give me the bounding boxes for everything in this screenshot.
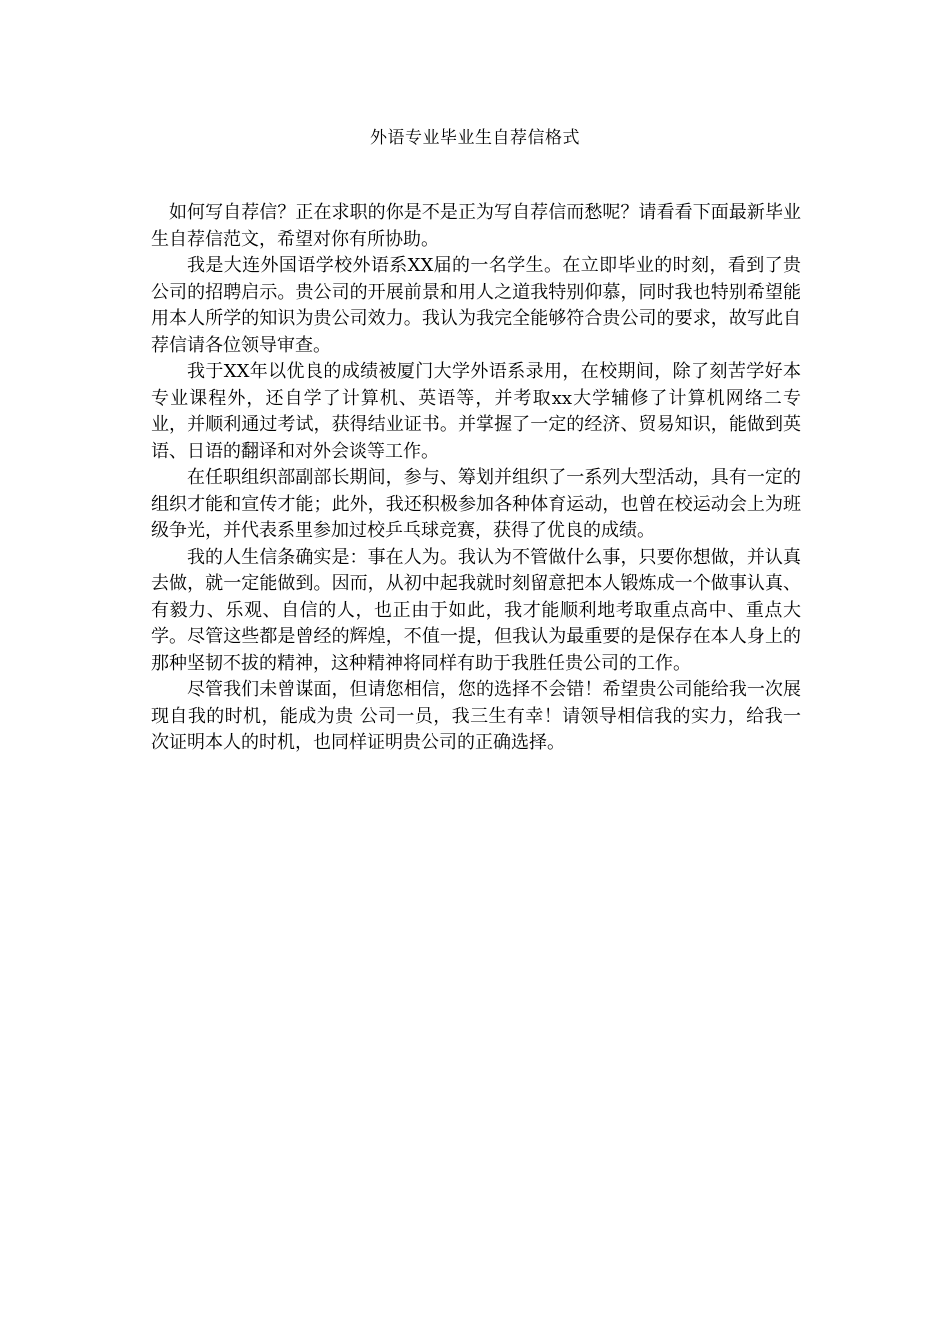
paragraph-intro: 如何写自荐信？正在求职的你是不是正为写自荐信而愁呢？请看看下面最新毕业生自荐信范文，希望对你有所协助。 [151,202,801,250]
paragraph-closing: 尽管我们未曾谋面，但请您相信，您的选择不会错！希望贵公司能给我一次展现自我的时机，能成为贵 公司一员，我三生有幸！请领导相信我的实力，给我一次证明本人的时机，也同样证明贵公司的正确选择。 [151,679,801,753]
document-title: 外语专业毕业生自荐信格式 [370,128,580,148]
paragraph-introduction-self: 我是大连外国语学校外语系XX届的一名学生。在立即毕业的时刻，看到了贵公司的招聘启示。贵公司的开展前景和用人之道我特别仰慕，同时我也特别希望能用本人所学的知识为贵公司效力。我认为我完全能够符合贵公司的要求，故写此自荐信请各位领导审查。 [151,255,801,356]
paragraph-education: 我于XX年以优良的成绩被厦门大学外语系录用，在校期间，除了刻苦学好本专业课程外，还自学了计算机、英语等，并考取xx大学辅修了计算机网络二专业，并顺利通过考试，获得结业证书。并掌握了一定的经济、贸易知识，能做到英语、日语的翻译和对外会谈等工作。 [151,361,801,462]
paragraph-motto: 我的人生信条确实是：事在人为。我认为不管做什么事，只要你想做，并认真去做，就一定能做到。因而，从初中起我就时刻留意把本人锻炼成一个做事认真、有毅力、乐观、自信的人，也正由于如此，我才能顺利地考取重点高中、重点大学。尽管这些都是曾经的辉煌，不值一提，但我认为最重要的是保存在本人身上的那种坚韧不拔的精神，这种精神将同样有助于我胜任贵公司的工作。 [151,546,801,674]
paragraph-activities: 在任职组织部副部长期间，参与、筹划并组织了一系列大型活动，具有一定的组织才能和宣传才能；此外，我还积极参加各种体育运动，也曾在校运动会上为班级争光，并代表系里参加过校乒乓球竞赛，获得了优良的成绩。 [151,467,801,541]
document-body [151,200,801,757]
